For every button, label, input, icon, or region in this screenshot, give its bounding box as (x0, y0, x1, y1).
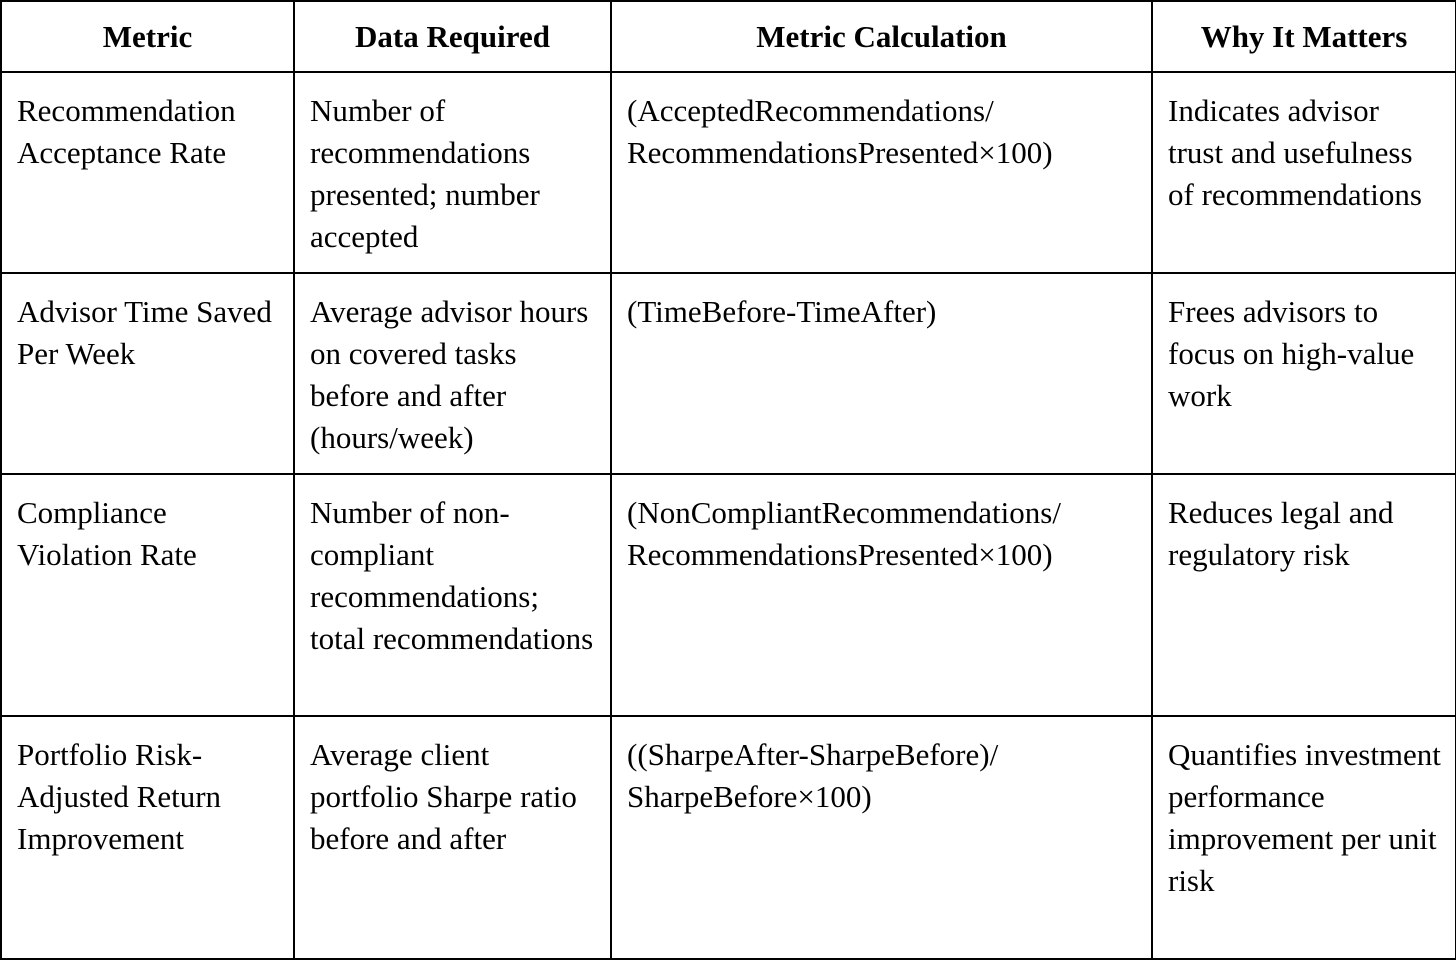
cell-data-required: Number of recommendations presented; number accepted (294, 72, 611, 273)
cell-metric-calculation: (AcceptedRecommendations/ RecommendationsPresented×100) (611, 72, 1152, 273)
cell-why-it-matters: Frees advisors to focus on high-value work (1152, 273, 1456, 474)
cell-data-required: Average advisor hours on covered tasks before and after (hours/week) (294, 273, 611, 474)
table-row (1, 273, 1456, 474)
cell-why-it-matters: Indicates advisor trust and usefulness of recommendations (1152, 72, 1456, 273)
cell-why-it-matters: Reduces legal and regulatory risk (1152, 474, 1456, 716)
table-row (1, 72, 1456, 273)
cell-metric: Advisor Time Saved Per Week (1, 273, 294, 474)
header-data-required: Data Required (294, 1, 611, 72)
table-row (1, 716, 1456, 959)
cell-data-required: Average client portfolio Sharpe ratio before and after (294, 716, 611, 959)
cell-why-it-matters: Quantifies investment performance improvement per unit risk (1152, 716, 1456, 959)
table-row (1, 474, 1456, 716)
header-row (1, 1, 1456, 72)
cell-metric: Compliance Violation Rate (1, 474, 294, 716)
cell-metric-calculation: (NonCompliantRecommendations/ RecommendationsPresented×100) (611, 474, 1152, 716)
cell-metric-calculation: ((SharpeAfter-SharpeBefore)/ SharpeBefore×100) (611, 716, 1152, 959)
cell-metric: Recommendation Acceptance Rate (1, 72, 294, 273)
header-metric-calculation: Metric Calculation (611, 1, 1152, 72)
header-why-it-matters: Why It Matters (1152, 1, 1456, 72)
cell-data-required: Number of non-compliant recommendations; total recommendations (294, 474, 611, 716)
cell-metric-calculation: (TimeBefore-TimeAfter) (611, 273, 1152, 474)
header-metric: Metric (1, 1, 294, 72)
cell-metric: Portfolio Risk-Adjusted Return Improvement (1, 716, 294, 959)
